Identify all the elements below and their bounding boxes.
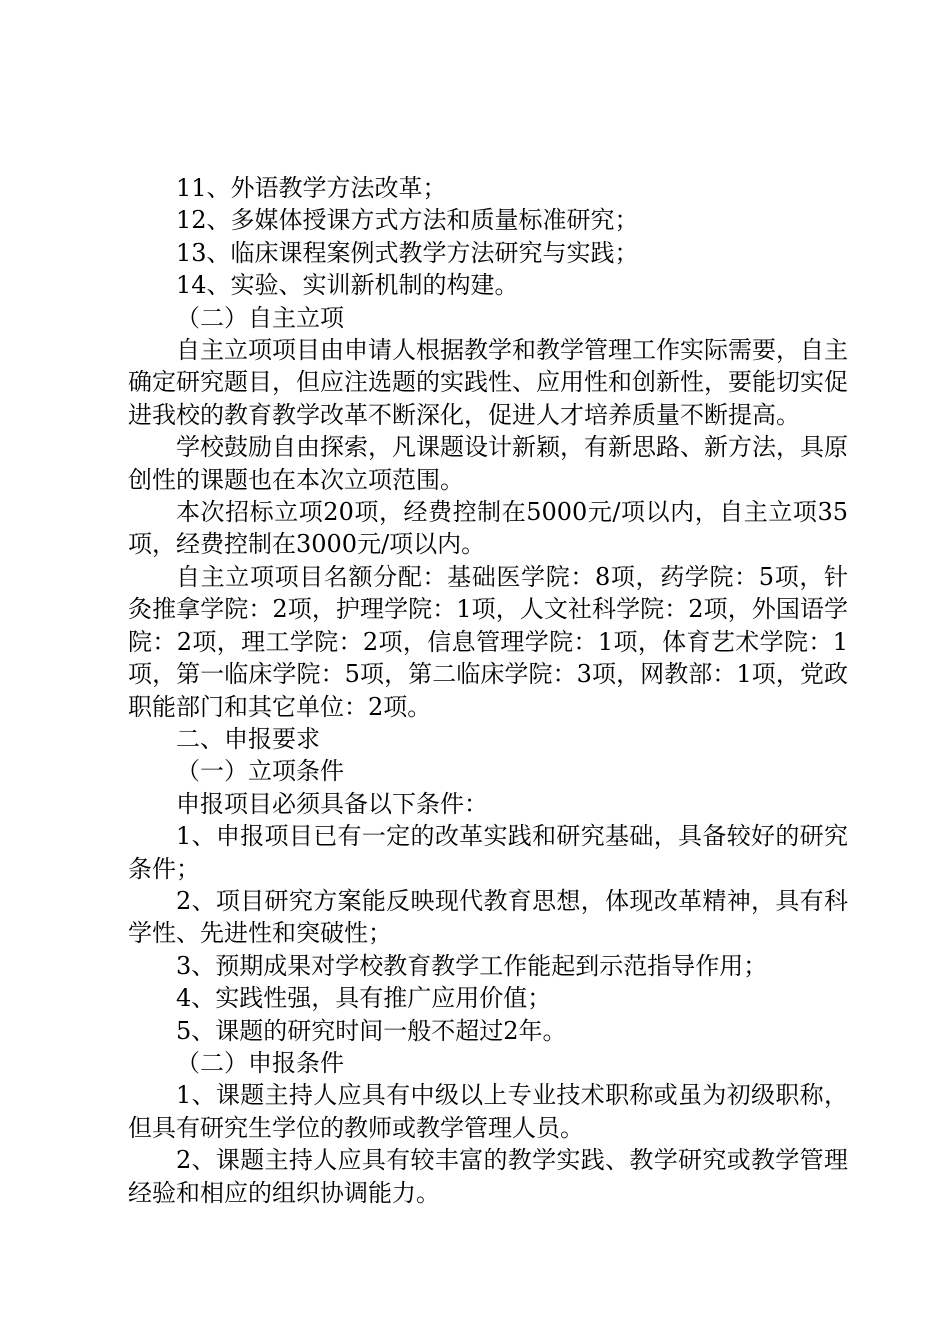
list-item: 1、课题主持人应具有中级以上专业技术职称或虽为初级职称，但具有研究生学位的教师或教学管理人员。 xyxy=(128,1081,848,1142)
list-item: 11、外语教学方法改革； xyxy=(176,174,447,202)
section-heading: （一）立项条件 xyxy=(176,757,344,786)
list-item: 3、预期成果对学校教育教学工作能起到示范指导作用； xyxy=(176,951,768,980)
list-item: 13、临床课程案例式教学方法研究与实践； xyxy=(176,238,639,267)
body-paragraph: 自主立项项目由申请人根据教学和教学管理工作实际需要，自主确定研究题目，但应注选题的实践性、应用性和创新性，要能切实促进我校的教育教学改革不断深化，促进人才培养质量不断提高。 xyxy=(128,336,848,429)
body-paragraph: 学校鼓励自由探索，凡课题设计新颖，有新思路、新方法，具原创性的课题也在本次立项范围。 xyxy=(128,433,848,494)
document-page xyxy=(128,172,848,1209)
body-paragraph: 本次招标立项20项，经费控制在5000元/项以内，自主立项35项，经费控制在3000元/项以内。 xyxy=(128,498,848,559)
list-item: 14、实验、实训新机制的构建。 xyxy=(176,271,519,300)
section-heading: （二）自主立项 xyxy=(176,303,344,332)
list-item: 1、申报项目已有一定的改革实践和研究基础，具备较好的研究条件； xyxy=(128,822,848,883)
list-item: 4、实践性强，具有推广应用价值； xyxy=(176,984,552,1013)
list-item: 2、课题主持人应具有较丰富的教学实践、教学研究或教学管理经验和相应的组织协调能力。 xyxy=(128,1146,848,1207)
body-paragraph: 自主立项项目名额分配：基础医学院：8项，药学院：5项，针灸推拿学院：2项，护理学院：1项，人文社科学院：2项，外国语学院：2项，理工学院：2项，信息管理学院：1项，体育艺术学院：1项，第一临床学院：5项，第二临床学院：3项，网教部：1项，党政职能部门和其它单位：2项。 xyxy=(128,562,848,721)
list-item: 5、课题的研究时间一般不超过2年。 xyxy=(176,1016,567,1045)
list-item: 12、多媒体授课方式方法和质量标准研究； xyxy=(176,206,639,235)
body-paragraph: 申报项目必须具备以下条件： xyxy=(176,789,488,818)
section-heading: 二、申报要求 xyxy=(176,724,320,753)
list-item: 2、项目研究方案能反映现代教育思想，体现改革精神，具有科学性、先进性和突破性； xyxy=(128,886,848,948)
section-heading: （二）申报条件 xyxy=(176,1048,344,1077)
